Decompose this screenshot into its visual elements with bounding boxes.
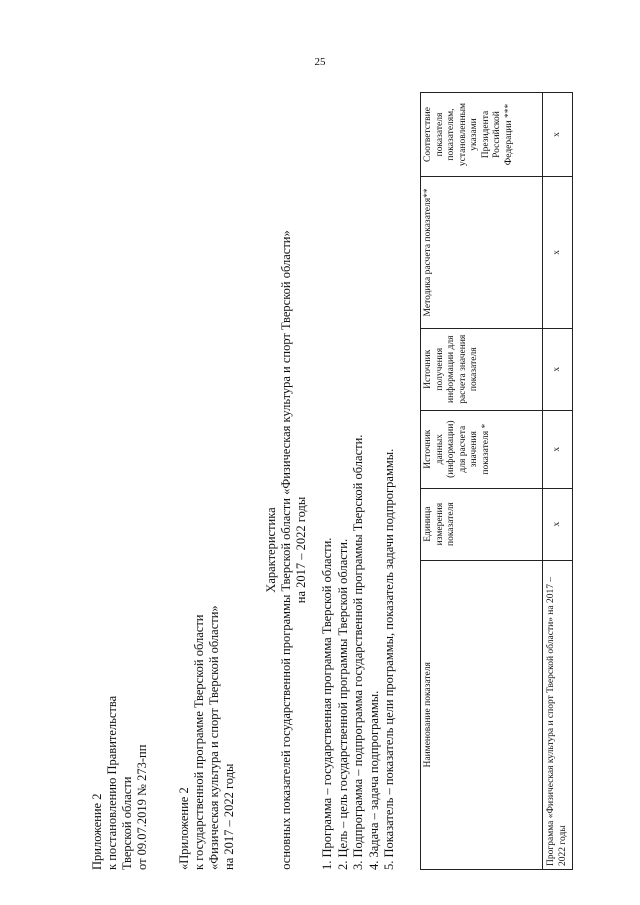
appendix-line: от 09.07.2019 № 273-пп xyxy=(135,744,149,870)
definition-item: 2. Цель – цель государственной программы Тверской области. xyxy=(335,538,350,870)
definition-item: 1. Программа – государственная программа Тверской области. xyxy=(320,537,334,870)
rotated-page xyxy=(50,80,610,880)
column-header: Источник получения информации для расчета значения показателя xyxy=(421,328,543,410)
appendix-line: Приложение 2 xyxy=(90,793,104,870)
column-header: Наименование показателя xyxy=(421,560,543,869)
definitions-list xyxy=(320,435,398,870)
appendix-program-block xyxy=(177,605,237,870)
table-cell: Программа «Физическая культура и спорт Тверской области» на 2017 – 2022 годы xyxy=(543,560,573,869)
table-cell: x xyxy=(543,93,573,177)
heading-years: на 2017 – 2022 годы xyxy=(294,496,308,604)
table-header-row xyxy=(421,93,543,870)
appendix-line: к государственной программе Тверской области xyxy=(192,614,206,870)
column-header: Единица измерения показателя xyxy=(421,488,543,560)
indicators-table xyxy=(420,92,573,870)
definition-item: 5. Показатель – показатель цели программы, показатель задачи подпрограммы. xyxy=(382,448,396,870)
appendix-line: «Приложение 2 xyxy=(177,787,191,870)
appendix-line: «Физическая культура и спорт Тверской области» xyxy=(207,605,221,870)
appendix-line: Тверской области xyxy=(120,776,134,870)
column-header: Источник данных (информации) для расчета значения показателя * xyxy=(421,410,543,488)
definition-item: 3. Подпрограмма – подпрограмма государственной программы Тверской области. xyxy=(351,434,365,870)
column-header: Методика расчета показателя** xyxy=(421,177,543,329)
appendix-line: к постановлению Правительства xyxy=(105,695,119,870)
column-header: Соответствие показателя показателям, установленным указами Президента Российской Федерации *** xyxy=(421,93,543,177)
heading-title: Характеристика xyxy=(264,507,278,593)
appendix-decree-block xyxy=(90,696,150,870)
appendix-line: на 2017 – 2022 годы xyxy=(222,763,236,870)
table-cell: x xyxy=(543,410,573,488)
definition-item: 4. Задача – задача подпрограммы. xyxy=(366,690,381,870)
document-heading xyxy=(264,230,309,870)
table-cell: x xyxy=(543,328,573,410)
table-cell: x xyxy=(543,177,573,329)
page-number: 25 xyxy=(314,56,326,68)
heading-subtitle: основных показателей государственной программы Тверской области «Физическая культура и спорт Тверской области» xyxy=(279,230,293,870)
table-row xyxy=(543,93,573,870)
table-cell: x xyxy=(543,488,573,560)
